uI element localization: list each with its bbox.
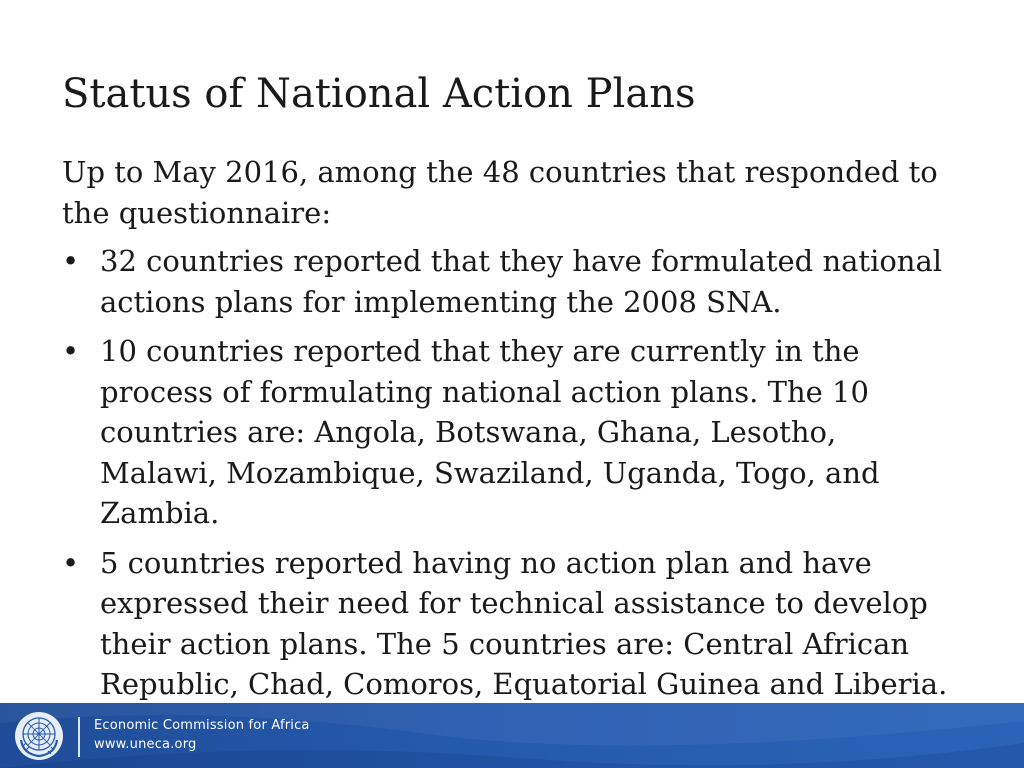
- bullet-marker: •: [62, 244, 80, 278]
- un-emblem-icon: [13, 710, 65, 762]
- bullet-marker: •: [62, 545, 80, 580]
- intro-paragraph: Up to May 2016, among the 48 countries that responded to the questionnaire:: [62, 155, 938, 230]
- bullet-list: [62, 241, 962, 705]
- bullet-text: 32 countries reported that they have formulated national actions plans for implementing the 2008 SNA.: [100, 244, 943, 319]
- website-link[interactable]: www.uneca.org: [94, 737, 197, 752]
- bullet-item: [62, 543, 962, 705]
- organization-name: Economic Commission for Africa: [94, 718, 310, 733]
- bullet-text: 10 countries reported that they are currently in the process of formulating national action plans. The 10 countries are: Angola, Botswana, Ghana, Lesotho, Malawi, Mozambique, Swaziland, Uganda, Togo, and Zambia.: [100, 334, 880, 530]
- bullet-item: [62, 331, 962, 534]
- bullet-item: [62, 241, 962, 322]
- bullet-text: 5 countries reported having no action plan and have expressed their need for technical assistance to develop their action plans. The 5 countries are: Central African Republic, Chad, Comoros, Equatorial Guinea and Liberia.: [100, 545, 948, 701]
- bullet-marker: •: [62, 334, 80, 368]
- footer-divider: [78, 717, 80, 757]
- footer-bar: [0, 703, 1024, 768]
- footer-text: [94, 716, 310, 754]
- slide-title: Status of National Action Plans: [62, 71, 696, 117]
- slide-body: [62, 152, 962, 714]
